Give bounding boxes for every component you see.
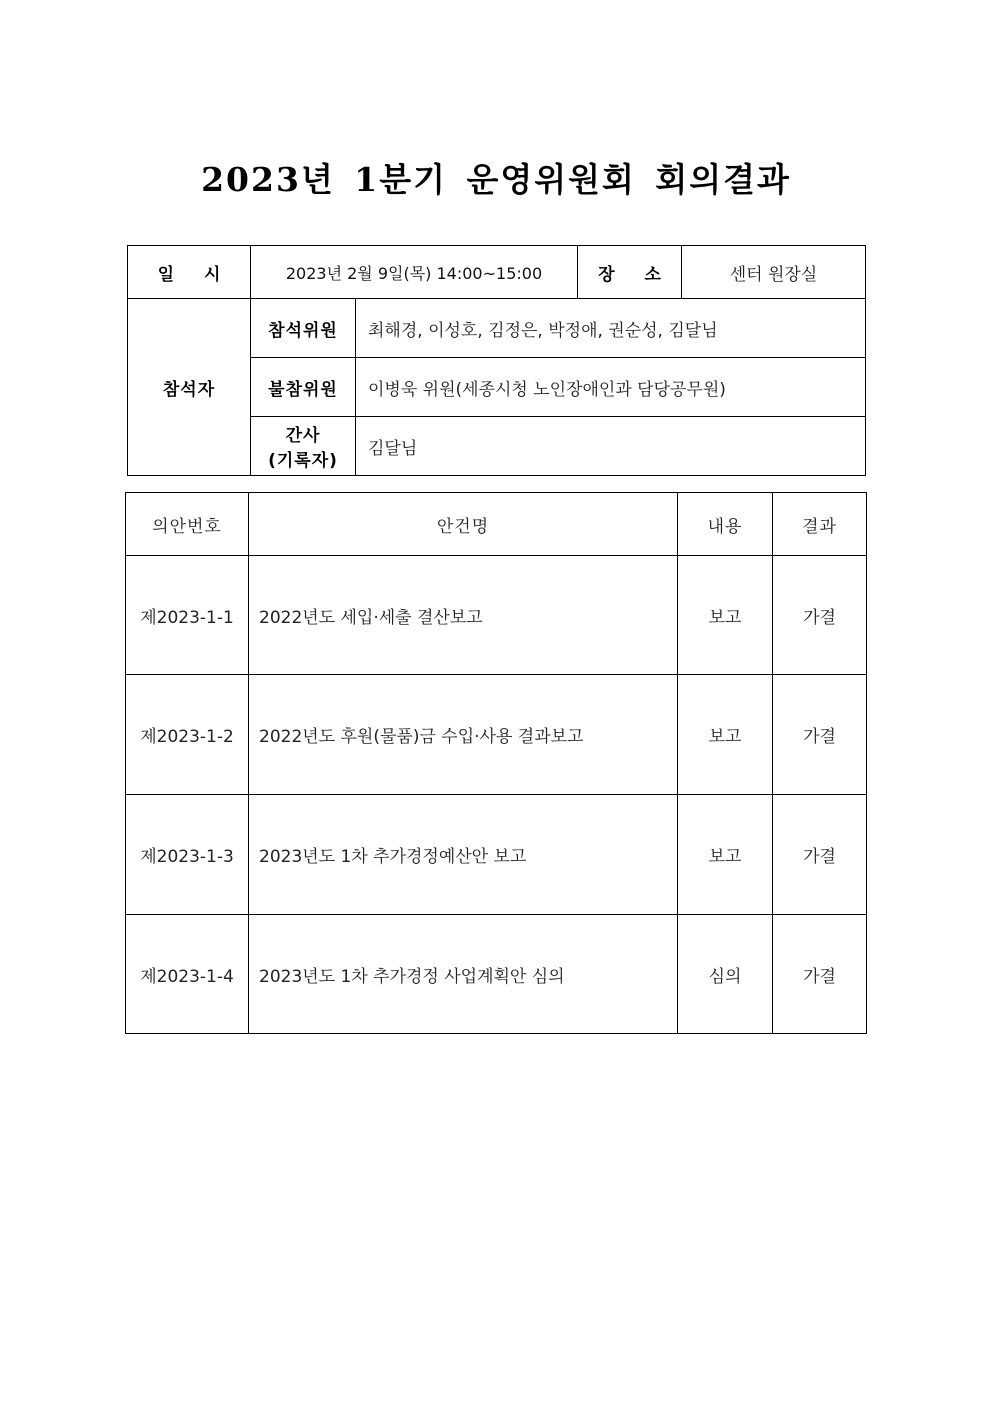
header-content: 내용 — [678, 493, 773, 556]
secretary-value: 김달님 — [356, 417, 866, 476]
agenda-content: 보고 — [678, 556, 773, 675]
present-value: 최해경, 이성호, 김정은, 박정애, 권순성, 김달님 — [356, 299, 866, 358]
header-number: 의안번호 — [126, 493, 249, 556]
agenda-number: 제2023-1-2 — [126, 675, 249, 795]
absent-value: 이병욱 위원(세종시청 노인장애인과 담당공무원) — [356, 358, 866, 417]
agenda-table — [125, 492, 867, 1034]
agenda-content: 보고 — [678, 795, 773, 915]
agenda-title: 2022년도 후원(물품)금 수입·사용 결과보고 — [249, 675, 678, 795]
agenda-result: 가결 — [773, 915, 867, 1034]
agenda-result: 가결 — [773, 675, 867, 795]
date-row — [128, 246, 866, 299]
date-label: 일 시 — [128, 246, 251, 299]
agenda-title: 2023년도 1차 추가경정 사업계획안 심의 — [249, 915, 678, 1034]
header-title: 안건명 — [249, 493, 678, 556]
agenda-result: 가결 — [773, 556, 867, 675]
table-row — [126, 675, 867, 795]
header-result: 결과 — [773, 493, 867, 556]
secretary-label — [251, 417, 356, 476]
meeting-info-table — [127, 245, 866, 476]
attendees-label: 참석자 — [128, 299, 251, 476]
page-title: 2023년 1분기 운영위원회 회의결과 — [201, 160, 791, 199]
present-label: 참석위원 — [251, 299, 356, 358]
place-value: 센터 원장실 — [682, 246, 866, 299]
table-row — [126, 915, 867, 1034]
agenda-number: 제2023-1-1 — [126, 556, 249, 675]
agenda-number: 제2023-1-3 — [126, 795, 249, 915]
secretary-label-line2: (기록자) — [268, 451, 338, 471]
agenda-content: 보고 — [678, 675, 773, 795]
secretary-label-line1: 간사 — [285, 426, 321, 446]
agenda-result: 가결 — [773, 795, 867, 915]
agenda-number: 제2023-1-4 — [126, 915, 249, 1034]
present-row — [128, 299, 866, 358]
agenda-content: 심의 — [678, 915, 773, 1034]
date-value: 2023년 2월 9일(목) 14:00~15:00 — [251, 246, 578, 299]
table-row — [126, 795, 867, 915]
place-label: 장 소 — [578, 246, 682, 299]
agenda-title: 2022년도 세입·세출 결산보고 — [249, 556, 678, 675]
agenda-header-row — [126, 493, 867, 556]
absent-label: 불참위원 — [251, 358, 356, 417]
agenda-title: 2023년도 1차 추가경정예산안 보고 — [249, 795, 678, 915]
table-row — [126, 556, 867, 675]
